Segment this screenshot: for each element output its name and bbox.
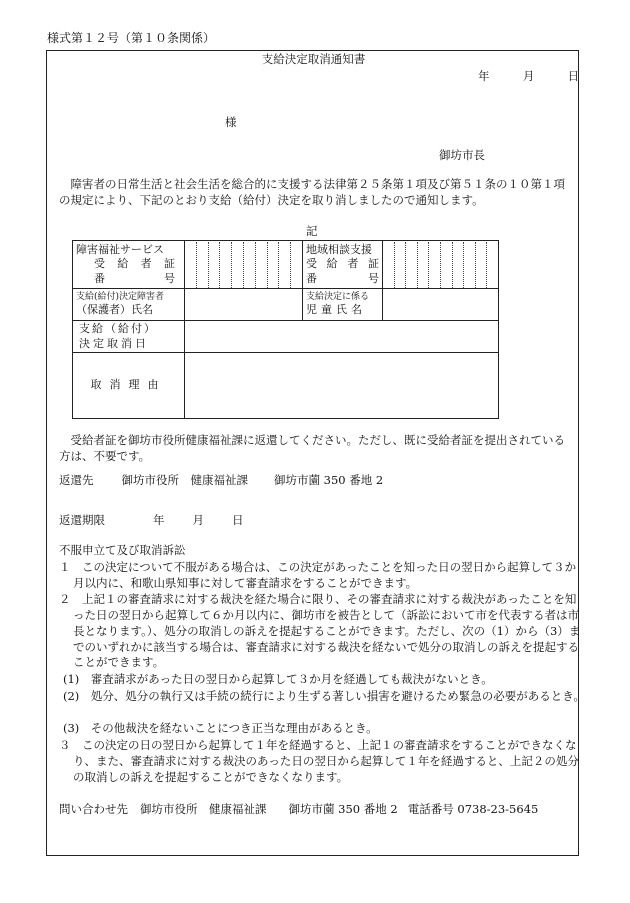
return-deadline-month: 月: [192, 513, 204, 527]
decided-person-1: 支給(給付)決定障害者: [76, 291, 165, 302]
child-label-2: 児童氏名: [306, 303, 366, 317]
form-code: 様式第１２号（第１０条関係）: [47, 31, 216, 45]
return-deadline-year: 年: [153, 513, 165, 527]
cancel-date-field[interactable]: [185, 321, 499, 353]
reason-label-cell: [73, 353, 185, 419]
contact: [59, 802, 538, 818]
cert-label-cell: [73, 241, 185, 289]
appeal-item-1: １ この決定について不服がある場合は、この決定があったことを知った日の翌日から起算して３か月以内に、和歌山県知事に対して審査請求をすることができます。: [59, 560, 577, 590]
appeal-item-2: ２ 上記１の審査請求に対する裁決を経た場合に限り、その審査請求に対する裁決があったことを知った日の翌日から起算して６か月以内に、御坊市を被告として（訴訟において市を代表する者は市長となります。）、処分の取消しの訴えを提起することができます。ただし、次の（1）から（3）までのいずれかに該当する場合は、審査請求に対する裁決を経ないで処分の取消しの訴えを提起することができます。: [59, 592, 581, 670]
document-title: 支給決定取消通知書: [261, 52, 366, 66]
cert-label-2: 受 給 者 証: [94, 257, 175, 271]
return-to-office: 御坊市役所 健康福祉課: [121, 473, 248, 487]
child-label-1: 支給決定に係る: [306, 291, 370, 302]
decided-person-field[interactable]: [185, 289, 303, 321]
appeal-sub-1: (1) 審査請求があった日の翌日から起算して３か月を経過しても裁決がないとき。: [63, 672, 493, 686]
consult-label-cell: [303, 241, 383, 289]
cancel-date-label-cell: [73, 321, 185, 353]
appeal-sub-3: (3) その他裁決を経ないことにつき正当な理由があるとき。: [63, 721, 378, 735]
appeal-sub-2: (2) 処分、処分の執行又は手続の続行により生ずる著しい損害を避けるため緊急の必要があるとき。: [63, 689, 585, 703]
date-line: [478, 69, 579, 85]
decided-person-2: （保護者）氏名: [76, 303, 153, 317]
intro-text: 障害者の日常生活と社会生活を総合的に支援する法律第２５条第１項及び第５１条の１０第１項の規定により、下記のとおり支給（給付）決定を取り消しましたので通知します。: [59, 177, 565, 207]
cancel-date-2: 決定取消日: [79, 336, 149, 350]
notice-table: [72, 240, 499, 419]
contact-label: 問い合わせ先: [59, 802, 128, 816]
return-to: [59, 473, 383, 489]
consult-number-field[interactable]: [383, 241, 499, 289]
consult-label-2: 受 給 者 証: [306, 257, 379, 271]
return-deadline-label: 返還期限: [59, 513, 105, 527]
contact-address: 御坊市薗 350 番地 2: [288, 802, 398, 816]
reason-field[interactable]: [185, 353, 499, 419]
addressee-suffix: 様: [225, 115, 237, 129]
contact-office: 御坊市役所 健康福祉課: [140, 802, 267, 816]
ki-mark: 記: [306, 224, 318, 238]
cancel-date-1: 支給（給付）: [79, 322, 157, 336]
return-to-address: 御坊市薗 350 番地 2: [274, 473, 384, 487]
consult-label-1: 地域相談支援: [306, 243, 372, 257]
decided-person-label-cell: [73, 289, 185, 321]
notice-frame: [46, 50, 585, 856]
date-year: 年: [478, 69, 490, 83]
cert-label-3: 番 号: [94, 271, 175, 285]
date-month: 月: [522, 69, 535, 83]
return-deadline-day: 日: [232, 513, 244, 527]
return-deadline: [59, 513, 244, 529]
return-notice: 受給者証を御坊市役所健康福祉課に返還してください。ただし、既に受給者証を提出されている方は、不要です。: [59, 433, 565, 463]
consult-label-3: 番 号: [306, 271, 379, 285]
return-to-label: 返還先: [59, 473, 94, 487]
issuer: 御坊市長: [439, 148, 485, 162]
appeal-item-3: ３ この決定の日の翌日から起算して１年を経過すると、上記１の審査請求をすることができなくなり、また、審査請求に対する裁決のあった日の翌日から起算して１年を経過すると、上記２の処分の取消しの訴えを提起することができなくなります。: [59, 738, 579, 784]
date-day: 日: [567, 69, 580, 83]
child-name-field[interactable]: [383, 289, 499, 321]
appeal-heading: 不服申立て及び取消訴訟: [59, 543, 186, 557]
cert-number-field[interactable]: [185, 241, 303, 289]
cert-label-1: 障害福祉サービス: [76, 243, 164, 257]
reason-label: 取消理由: [90, 378, 167, 392]
child-label-cell: [303, 289, 383, 321]
contact-phone: 電話番号 0738-23-5645: [407, 802, 539, 816]
